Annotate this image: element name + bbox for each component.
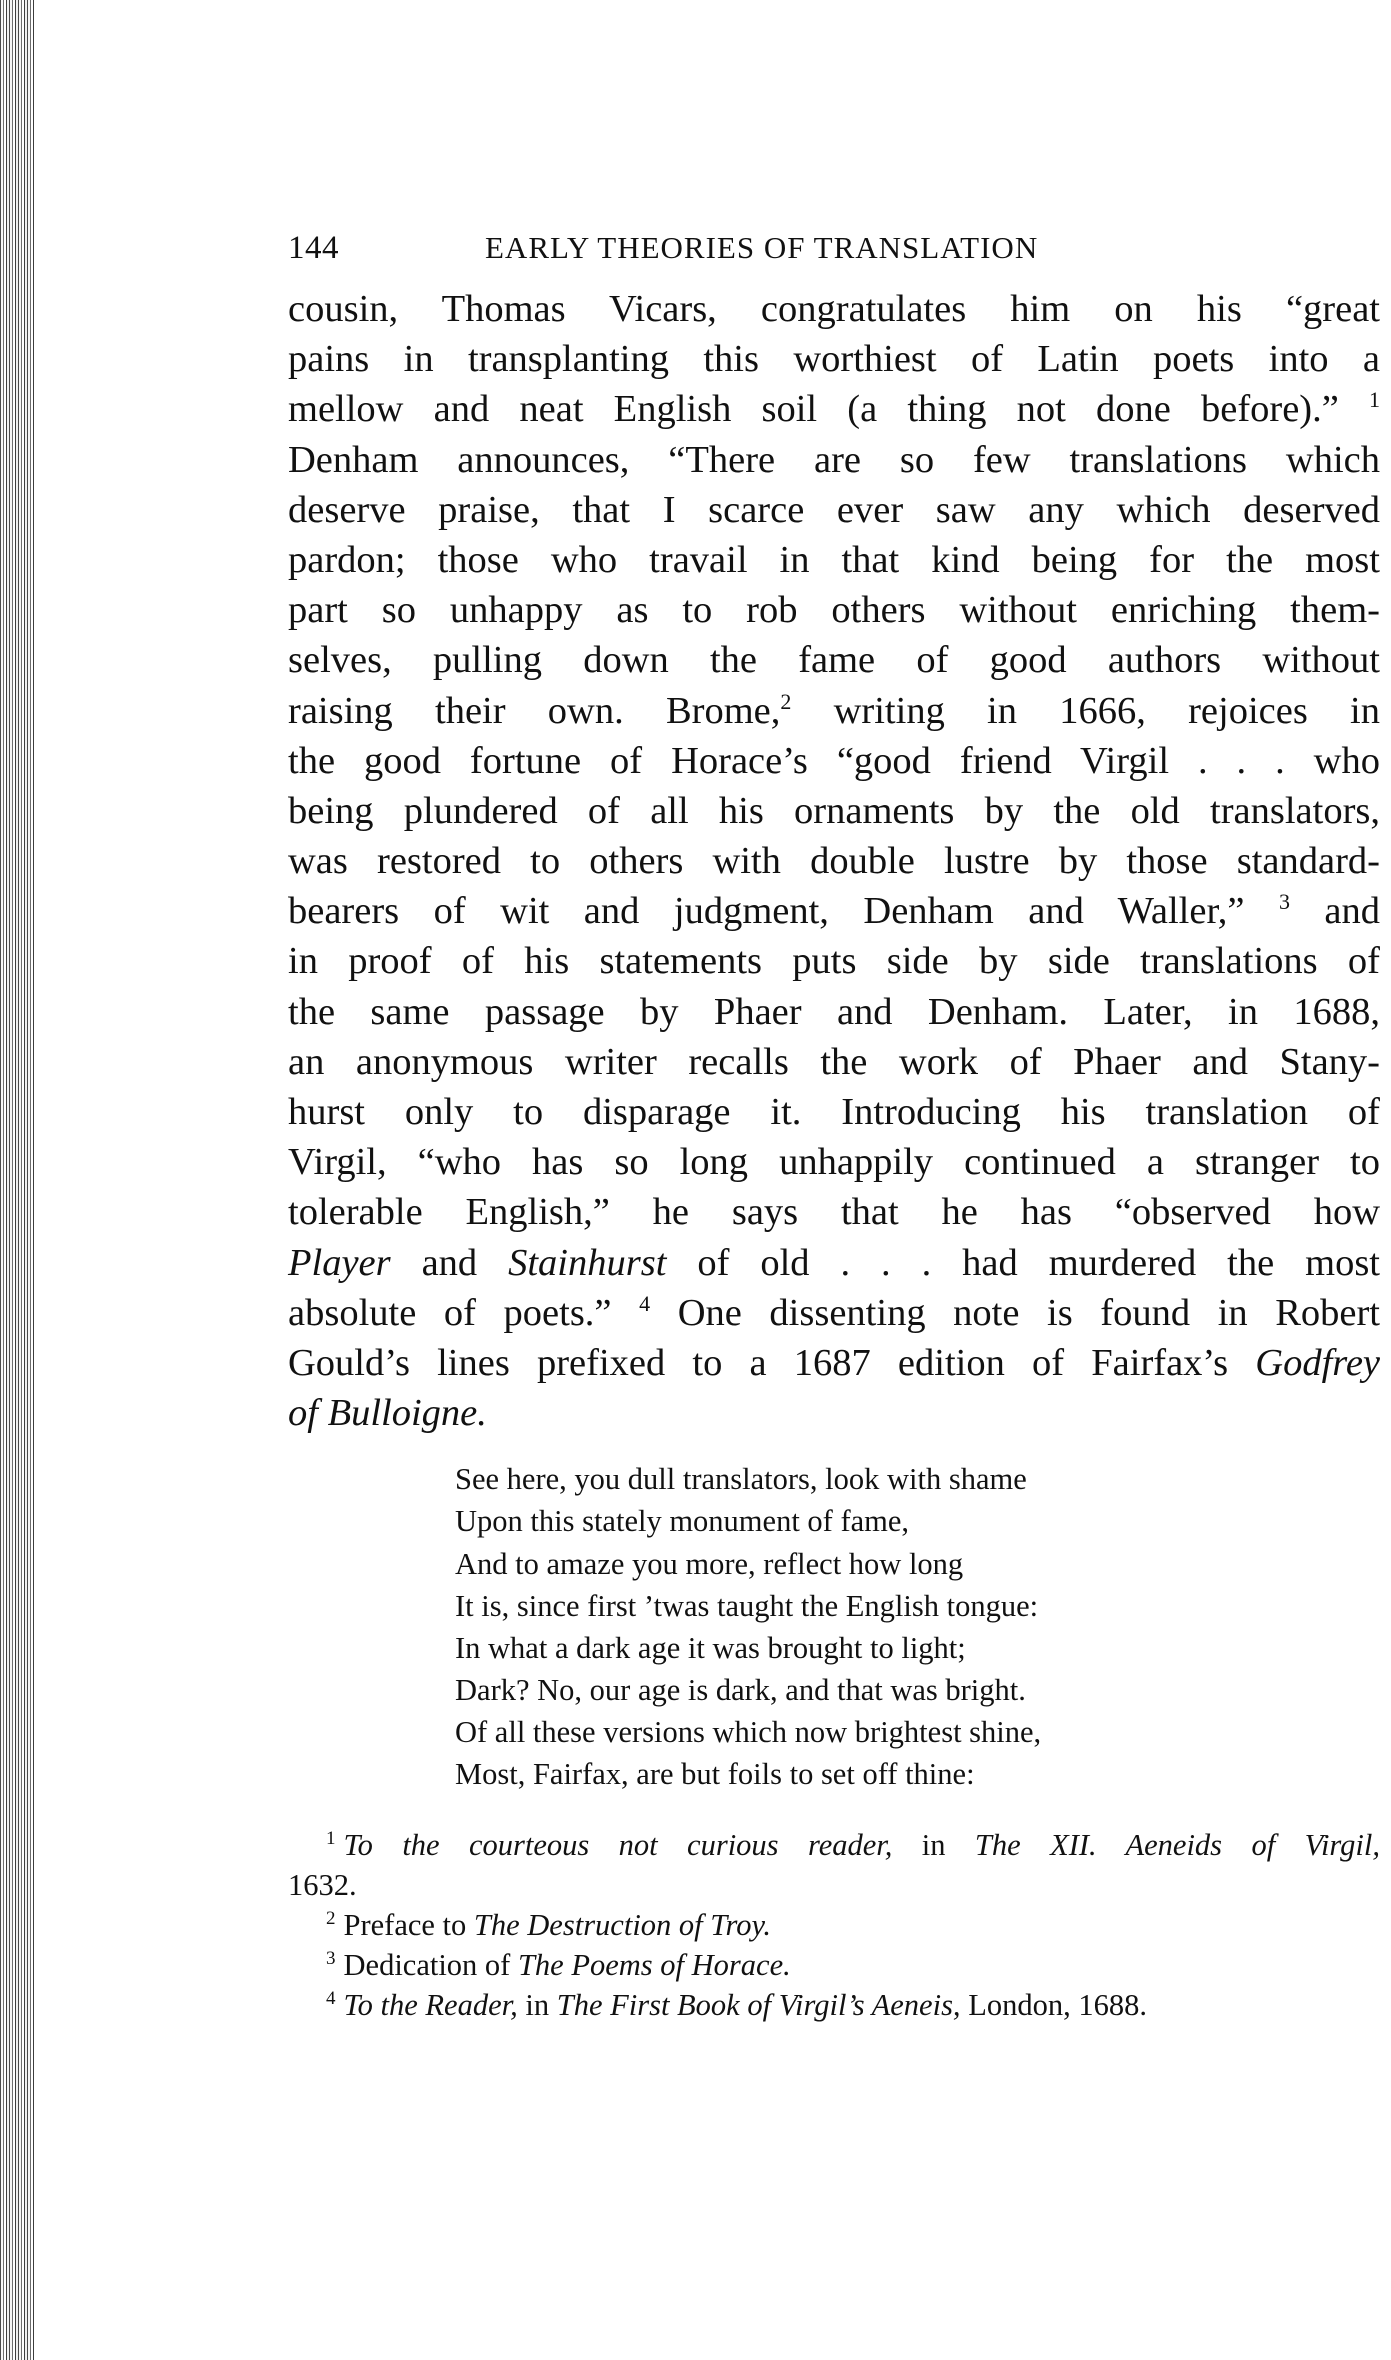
verse-quotation (455, 1458, 1380, 1795)
footnote-ref: 3 (1278, 889, 1290, 915)
body-line: of Bulloigne. (288, 1392, 487, 1435)
verse-line: See here, you dull translators, look with shame (455, 1462, 1027, 1497)
body-paragraph (288, 284, 1380, 1438)
scanned-binding-edge (0, 0, 34, 2360)
verse-line: Most, Fairfax, are but foils to set off thine: (455, 1756, 975, 1791)
page-number: 144 (288, 230, 339, 266)
body-line: mellow and neat English soil (a thing not done before).” $^1$ (288, 387, 1381, 431)
footnotes (288, 1825, 1380, 2025)
body-line: Gould’s lines prefixed to a 1687 edition of Fairfax’s Godfrey (288, 1341, 1380, 1384)
body-line: bearers of wit and judgment, Denham and Waller,” $^3$ and (288, 889, 1380, 933)
footnote-mark: 2 (326, 1908, 336, 1930)
body-line: deserve praise, that I scarce ever saw any which deserved (288, 488, 1380, 531)
body-line: tolerable English,” he says that he has “observed how (288, 1191, 1380, 1234)
footnote-2: $^2$ Preface to The Destruction of Troy. (326, 1908, 772, 1943)
body-line: Player and Stainhurst of old . . . had murdered the most (288, 1241, 1380, 1284)
body-line: in proof of his statements puts side by side translations of (288, 940, 1380, 983)
body-line: pains in transplanting this worthiest of Latin poets into a (288, 338, 1380, 381)
footnote-ref: 4 (639, 1290, 651, 1316)
body-line: selves, pulling down the fame of good authors without (288, 639, 1380, 682)
verse-line: Of all these versions which now brightest shine, (455, 1714, 1042, 1749)
body-line: an anonymous writer recalls the work of Phaer and Stany- (288, 1040, 1380, 1083)
footnote-1: $^1$ To the courteous not curious reader, in The XII. Aeneids of Virgil, (326, 1828, 1380, 1863)
body-line: part so unhappy as to rob others without enriching them- (288, 589, 1380, 632)
footnote-mark: 1 (326, 1828, 336, 1850)
body-line: was restored to others with double lustre by those standard- (288, 840, 1380, 883)
footnote-mark: 4 (326, 1988, 336, 2010)
body-line: the same passage by Phaer and Denham. Later, in 1688, (288, 990, 1380, 1033)
body-line: being plundered of all his ornaments by the old translators, (288, 789, 1380, 832)
verse-line: Dark? No, our age is dark, and that was bright. (455, 1672, 1026, 1707)
footnote-mark: 3 (326, 1948, 336, 1970)
body-line: Virgil, “who has so long unhappily continued a stranger to (288, 1141, 1380, 1184)
footnote-4: $^4$ To the Reader, in The First Book of Virgil’s Aeneis, London, 1688. (326, 1988, 1147, 2023)
running-title: EARLY THEORIES OF TRANSLATION (485, 230, 1039, 265)
verse-line: It is, since first ’twas taught the English tongue: (455, 1588, 1039, 1623)
body-line: Denham announces, “There are so few translations which (288, 438, 1380, 481)
verse-line: In what a dark age it was brought to light; (455, 1630, 966, 1665)
body-line: raising their own. Brome,$^2$ writing in 1666, rejoices in (288, 688, 1380, 732)
verse-line: And to amaze you more, reflect how long (455, 1546, 964, 1581)
footnote-3: $^3$ Dedication of The Poems of Horace. (326, 1948, 791, 1983)
footnote-ref: 2 (780, 688, 792, 714)
body-line: pardon; those who travail in that kind being for the most (288, 538, 1380, 581)
running-head (288, 222, 1380, 272)
body-line: the good fortune of Horace’s “good friend Virgil . . . who (288, 739, 1380, 782)
book-page (288, 222, 1380, 2025)
body-line: absolute of poets.” $^4$ One dissenting note is found in Robert (288, 1290, 1381, 1334)
body-line: hurst only to disparage it. Introducing his translation of (288, 1091, 1380, 1133)
body-line: cousin, Thomas Vicars, congratulates him on his “great (288, 288, 1380, 330)
verse-line: Upon this stately monument of fame, (455, 1504, 910, 1539)
footnote-1-continued: 1632. (288, 1868, 357, 1903)
footnote-ref: 1 (1369, 387, 1381, 413)
